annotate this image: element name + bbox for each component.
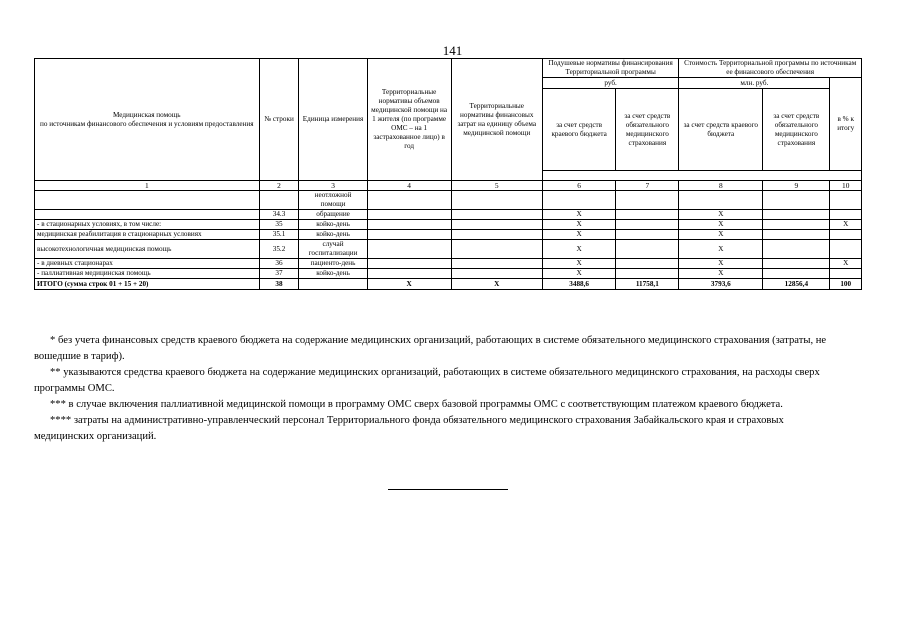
row-cell <box>542 191 615 210</box>
header-unit-mln-rub: млн. руб. <box>679 78 830 89</box>
row-cell <box>451 259 542 269</box>
column-number: 6 <box>542 181 615 191</box>
total-label: ИТОГО (сумма строк 01 + 15 + 20) <box>35 279 260 290</box>
total-row-number: 38 <box>259 279 299 290</box>
row-cell <box>763 220 830 230</box>
table-row <box>35 269 862 279</box>
table-row <box>35 230 862 240</box>
row-cell <box>367 210 451 220</box>
row-cell <box>367 220 451 230</box>
footnote: * без учета финансовых средств краевого бюджета на содержание медицинских организаций, работающих в системе обязательного медицинского страхования (затраты, не вошедшие в тариф). <box>34 335 827 362</box>
column-number: 8 <box>679 181 763 191</box>
table-row <box>35 240 862 259</box>
header-oms-b: за счет средств обязательного медицинского страхования <box>763 89 830 171</box>
row-cell <box>830 269 862 279</box>
row-cell <box>616 240 679 259</box>
row-cell: X <box>679 220 763 230</box>
column-number: 3 <box>299 181 367 191</box>
row-cell <box>616 220 679 230</box>
closing-rule <box>388 489 508 490</box>
row-number: 37 <box>259 269 299 279</box>
row-cell: X <box>830 259 862 269</box>
table-row <box>35 191 862 210</box>
row-unit: койко-день <box>299 230 367 240</box>
total-cell: 3488,6 <box>542 279 615 290</box>
page-number: 141 <box>442 43 463 58</box>
row-cell <box>616 191 679 210</box>
row-cell <box>830 240 862 259</box>
footnote: *** в случае включения паллиативной медицинской помощи в программу ОМС сверх базовой программы ОМС с соответствующим платежом краевого бюджета. <box>50 399 783 410</box>
row-cell <box>763 210 830 220</box>
row-cell <box>451 230 542 240</box>
row-cell: X <box>542 269 615 279</box>
row-cell <box>367 269 451 279</box>
row-cell: X <box>542 259 615 269</box>
column-number: 10 <box>830 181 862 191</box>
column-number: 1 <box>35 181 260 191</box>
row-cell <box>367 230 451 240</box>
row-cell <box>830 210 862 220</box>
row-cell <box>679 191 763 210</box>
header-unit: Единица измерения <box>299 59 367 181</box>
row-cell: X <box>679 230 763 240</box>
row-unit: койко-день <box>299 220 367 230</box>
row-label: - паллиативная медицинская помощь <box>35 269 260 279</box>
row-cell: X <box>679 210 763 220</box>
row-cell <box>451 220 542 230</box>
row-cell <box>616 230 679 240</box>
row-cell <box>367 240 451 259</box>
footnote: **** затраты на административно-управленческий персонал Территориального фонда обязательного медицинского страхования Забайкальского края и страховых медицинских организаций. <box>34 415 784 442</box>
row-number: 35.1 <box>259 230 299 240</box>
header-row-number: № строки <box>259 59 299 181</box>
row-unit: пациенто-день <box>299 259 367 269</box>
row-cell: X <box>679 269 763 279</box>
header-regional-budget-b: за счет средств краевого бюджета <box>679 89 763 171</box>
row-cell <box>830 230 862 240</box>
column-number: 7 <box>616 181 679 191</box>
column-number: 9 <box>763 181 830 191</box>
row-cell <box>451 240 542 259</box>
total-cell <box>299 279 367 290</box>
column-number: 5 <box>451 181 542 191</box>
footnote: ** указываются средства краевого бюджета на содержание медицинских организаций, работающих в системе обязательного медицинского страхования, на расходы сверх программы ОМС. <box>34 367 820 394</box>
row-cell <box>763 191 830 210</box>
header-oms-a: за счет средств обязательного медицинского страхования <box>616 89 679 171</box>
row-cell: X <box>830 220 862 230</box>
row-unit: обращение <box>299 210 367 220</box>
row-label <box>35 210 260 220</box>
total-cell: 12856,4 <box>763 279 830 290</box>
row-number: 35 <box>259 220 299 230</box>
header-row-1 <box>35 59 862 78</box>
row-label: медицинская реабилитация в стационарных условиях <box>35 230 260 240</box>
row-cell <box>763 259 830 269</box>
row-cell <box>616 259 679 269</box>
table-row <box>35 259 862 269</box>
row-cell <box>451 191 542 210</box>
row-cell <box>830 191 862 210</box>
header-volume-norms: Территориальные нормативы объемов медицинской помощи на 1 жителя (по программе ОМС – на 1 застрахованное лицо) в год <box>367 59 451 181</box>
row-cell: X <box>679 259 763 269</box>
row-cell: X <box>542 220 615 230</box>
header-cost-norms: Территориальные нормативы финансовых затрат на единицу объема медицинской помощи <box>451 59 542 181</box>
row-number: 34.3 <box>259 210 299 220</box>
total-row <box>35 279 862 290</box>
column-numbers-row <box>35 181 862 191</box>
row-cell <box>763 230 830 240</box>
row-cell: X <box>542 240 615 259</box>
row-cell <box>616 210 679 220</box>
row-unit: случай госпитализации <box>299 240 367 259</box>
row-label: высокотехнологичная медицинская помощь <box>35 240 260 259</box>
row-label: - в стационарных условиях, в том числе: <box>35 220 260 230</box>
financing-table <box>34 58 862 290</box>
footnotes <box>34 333 844 445</box>
row-cell: X <box>679 240 763 259</box>
row-cell <box>367 259 451 269</box>
total-cell: 11758,1 <box>616 279 679 290</box>
row-cell: X <box>542 230 615 240</box>
total-cell: 3793,6 <box>679 279 763 290</box>
row-label <box>35 191 260 210</box>
column-number: 4 <box>367 181 451 191</box>
table-row <box>35 210 862 220</box>
total-cell: X <box>451 279 542 290</box>
row-unit: неотложной помощи <box>299 191 367 210</box>
header-per-capita-group: Подушевые нормативы финансирования Территориальной программы <box>542 59 678 78</box>
header-care-type: Медицинская помощь по источникам финансового обеспечения и условиям предоставления <box>35 59 260 181</box>
row-unit: койко-день <box>299 269 367 279</box>
column-number: 2 <box>259 181 299 191</box>
row-cell <box>367 191 451 210</box>
row-cell <box>451 269 542 279</box>
table-row <box>35 220 862 230</box>
header-program-cost-group: Стоимость Территориальной программы по источникам ее финансового обеспечения <box>679 59 862 78</box>
row-cell <box>616 269 679 279</box>
row-number: 35.2 <box>259 240 299 259</box>
row-cell <box>451 210 542 220</box>
row-number: 36 <box>259 259 299 269</box>
row-cell <box>763 240 830 259</box>
header-percent-of-total: в % к итогу <box>830 78 862 171</box>
header-unit-rub: руб. <box>542 78 678 89</box>
header-regional-budget-a: за счет средств краевого бюджета <box>542 89 615 171</box>
row-number <box>259 191 299 210</box>
row-cell: X <box>542 210 615 220</box>
row-cell <box>763 269 830 279</box>
total-cell: 100 <box>830 279 862 290</box>
total-cell: X <box>367 279 451 290</box>
row-label: - в дневных стационарах <box>35 259 260 269</box>
